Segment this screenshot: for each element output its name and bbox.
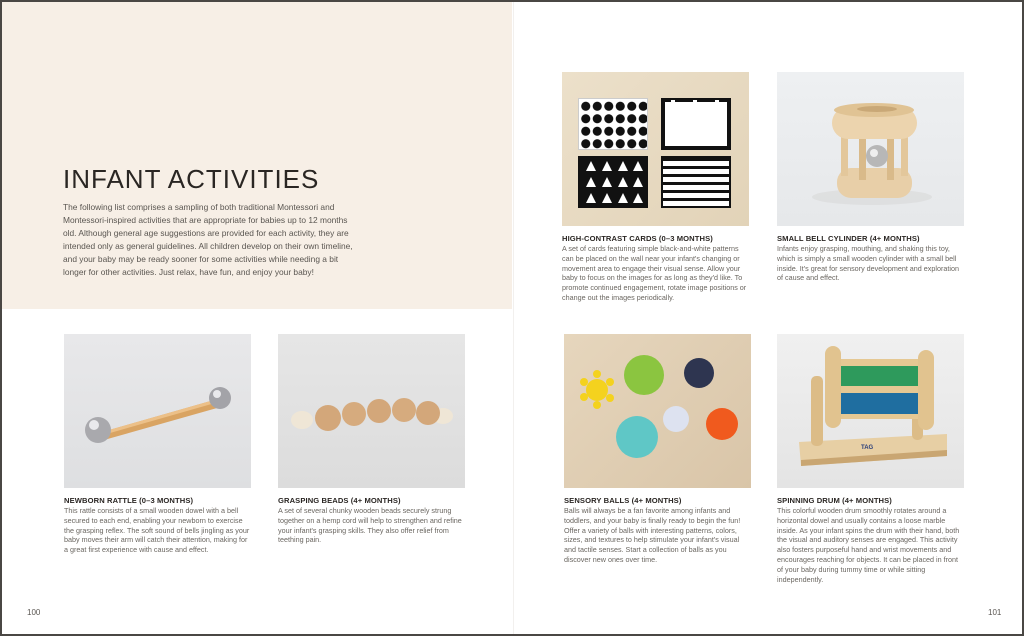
activity-heading: NEWBORN RATTLE (0–3 MONTHS): [64, 496, 194, 505]
activity-description: A set of cards featuring simple black-and-white patterns can be placed on the wall near your infant's changing or movement area to engage their visual sense. Allow your baby to focus on the images for as long as they'd like. To promote continued engagement, rotate image positions or change out the images periodically.: [562, 244, 747, 302]
bell-cylinder-photo: [777, 72, 964, 226]
activity-heading: SMALL BELL CYLINDER (4+ MONTHS): [777, 234, 920, 243]
newborn-rattle-photo: [64, 334, 251, 488]
activity-heading: SPINNING DRUM (4+ MONTHS): [777, 496, 892, 505]
stripes-card: [661, 156, 731, 208]
triangles-card: [578, 156, 648, 208]
activity-description: Balls will always be a fan favorite among infants and toddlers, and your baby is finally ready to begin the fun! Offer a variety of balls with interesting patterns, colors, sizes, and textures to help stimulate your infant's visual and tactile senses. Start a collection of balls as you discover new ones over time.: [564, 506, 741, 564]
grasping-beads-photo: [278, 334, 465, 488]
activity-description: This rattle consists of a small wooden dowel with a bell secured to each end, enabling your newborn to exercise the grasping reflex. The soft sound of bells jingling as your baby moves their arm will catch their attention, making for a great first experience with cause and effect.: [64, 506, 250, 555]
cross-card: [661, 98, 731, 150]
page-gutter: [513, 2, 514, 634]
activity-description: This colorful wooden drum smoothly rotates around a horizontal dowel and usually contains a loose marble inside. As your infant spins the drum with their hand, both the visual and auditory senses are engaged. This activity also fosters purposeful hand and wrist movements and encourages reaching for objects. It can be placed in front of your baby during tummy time or while sitting independently.: [777, 506, 960, 584]
left-page-number: 100: [27, 608, 41, 617]
activity-card-newborn-rattle: [64, 334, 251, 555]
sensory-balls-photo: [564, 334, 751, 488]
activity-heading: GRASPING BEADS (4+ MONTHS): [278, 496, 401, 505]
activity-card-high-contrast: [562, 72, 749, 303]
page-title: INFANT ACTIVITIES: [63, 164, 320, 194]
activity-heading: HIGH-CONTRAST CARDS (0–3 MONTHS): [562, 234, 713, 243]
dots-card: [578, 98, 648, 150]
activity-card-spinning-drum: [777, 334, 964, 584]
activity-card-bell-cylinder: [777, 72, 964, 283]
activity-description: Infants enjoy grasping, mouthing, and shaking this toy, which is simply a small wooden cylinder with a small bell inside. It's great for sensory development and exploration of cause and effect.: [777, 244, 959, 283]
intro-paragraph: The following list comprises a sampling of both traditional Montessori and Montessori-inspired activities that are appropriate for babies up to 12 months old. Although general age suggestions are provided for each activity, they are intended only as general guidelines. All children develop on their own timeline, and your baby may be ready sooner for some activities while needing a bit longer for other activities. Just relax, have fun, and enjoy your baby!: [63, 202, 353, 277]
svg-text:TAG: TAG: [861, 445, 874, 451]
activity-card-sensory-balls: [564, 334, 751, 565]
activity-description: A set of several chunky wooden beads securely strung together on a hemp cord will help to strengthen and refine your infant's grasping skills. They also offer relief from teething pain.: [278, 506, 462, 545]
high-contrast-cards-photo: [562, 72, 749, 226]
spinning-drum-photo: [777, 334, 964, 488]
activity-card-grasping-beads: [278, 334, 465, 545]
right-page-number: 101: [988, 608, 1002, 617]
activity-heading: SENSORY BALLS (4+ MONTHS): [564, 496, 682, 505]
